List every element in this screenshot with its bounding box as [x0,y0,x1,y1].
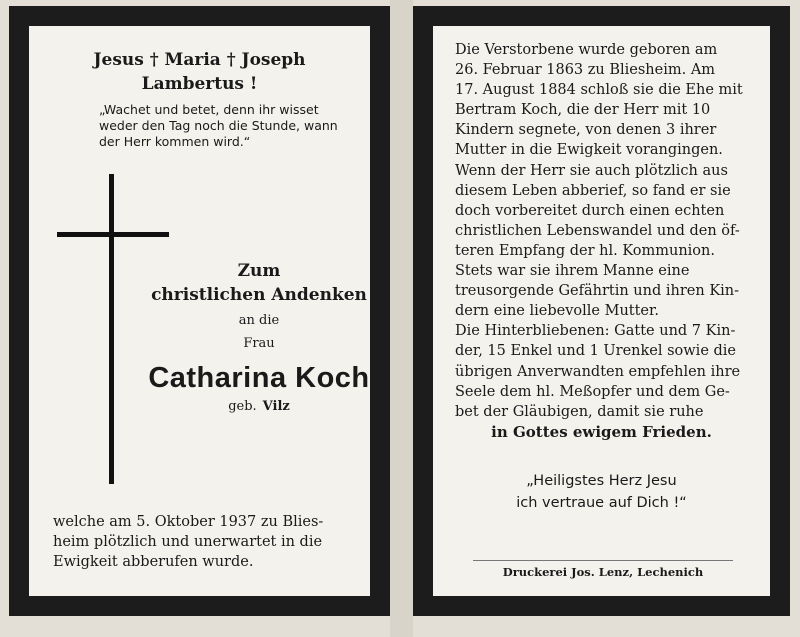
left-card-border [9,6,390,616]
bio-line: 17. August 1884 schloß sie die Ehe mit [455,82,743,99]
bio-line: Stets war sie ihrem Manne eine [455,263,690,280]
bio-line: 26. Februar 1863 zu Bliesheim. Am [455,62,716,79]
right-card-border [413,6,790,616]
death-line: welche am 5. Oktober 1937 zu Blies- [53,514,324,530]
invocation-line-2: Lambertus ! [141,74,258,94]
bio-line: Wenn der Herr sie auch plötzlich aus [455,162,728,179]
cross-icon-vertical-bar [109,174,114,484]
bio-line: übrigen Anverwandten empfehlen ihre [455,363,741,380]
closing-prayer [433,470,770,514]
prayer-line-1: „Heiligstes Herz Jesu [526,473,677,489]
right-card-page [433,26,770,596]
printer-imprint: Druckerei Jos. Lenz, Lechenich [473,560,733,579]
bio-line: der, 15 Enkel und 1 Urenkel sowie die [455,343,737,360]
bio-line: Die Verstorbene wurde geboren am [455,42,718,58]
bio-line: diesem Leben abberief, so fand er sie [455,182,731,199]
dedication-line-4: Frau [243,336,275,351]
bio-line: christlichen Lebenswandel und den öf- [455,222,740,239]
card-fold-gap [390,0,413,637]
quote-line: der Herr kommen wird.“ [99,134,251,149]
maiden-name-value: Vilz [262,399,290,414]
dedication-line-2: christlichen Andenken [151,285,367,305]
maiden-name-prefix: geb. [228,399,257,414]
bio-line: Kindern segnete, von denen 3 ihrer [455,122,717,139]
deceased-name: Catharina Koch [148,362,370,394]
bio-line: Mutter in die Ewigkeit vorangingen. [455,142,723,159]
dedication-line-1: Zum [237,261,281,281]
death-line: Ewigkeit abberufen wurde. [53,554,254,570]
peace-line: in Gottes ewigem Frieden. [491,423,712,441]
death-notice [53,512,371,572]
left-card-page [29,26,370,596]
bio-line: dern eine liebevolle Mutter. [455,303,659,320]
bio-line: treusorgende Gefährtin und ihren Kin- [455,283,740,300]
dedication-line-3: an die [238,313,280,328]
maiden-name [139,399,379,414]
invocation-line-1: Jesus † Maria † Joseph [93,50,306,70]
quote-line: weder den Tag noch die Stunde, wann [99,118,338,133]
scripture-quote [99,102,369,150]
bio-line: Die Hinterbliebenen: Gatte und 7 Kin- [455,323,736,340]
bio-line: bet der Gläubigen, damit sie ruhe [455,403,704,420]
bio-line: Seele dem hl. Meßopfer und dem Ge- [455,383,730,400]
bio-line: Bertram Koch, die der Herr mit 10 [455,102,711,119]
death-line: heim plötzlich und unerwartet in die [53,534,323,550]
bio-line: doch vorbereitet durch einen echten [455,202,725,219]
cross-icon-horizontal-bar [57,232,169,237]
biography [455,40,769,422]
prayer-line-2: ich vertraue auf Dich !“ [516,495,687,511]
invocation-heading [29,48,370,96]
quote-line: „Wachet und betet, denn ihr wisset [99,102,319,117]
bio-line: teren Empfang der hl. Kommunion. [455,242,715,259]
